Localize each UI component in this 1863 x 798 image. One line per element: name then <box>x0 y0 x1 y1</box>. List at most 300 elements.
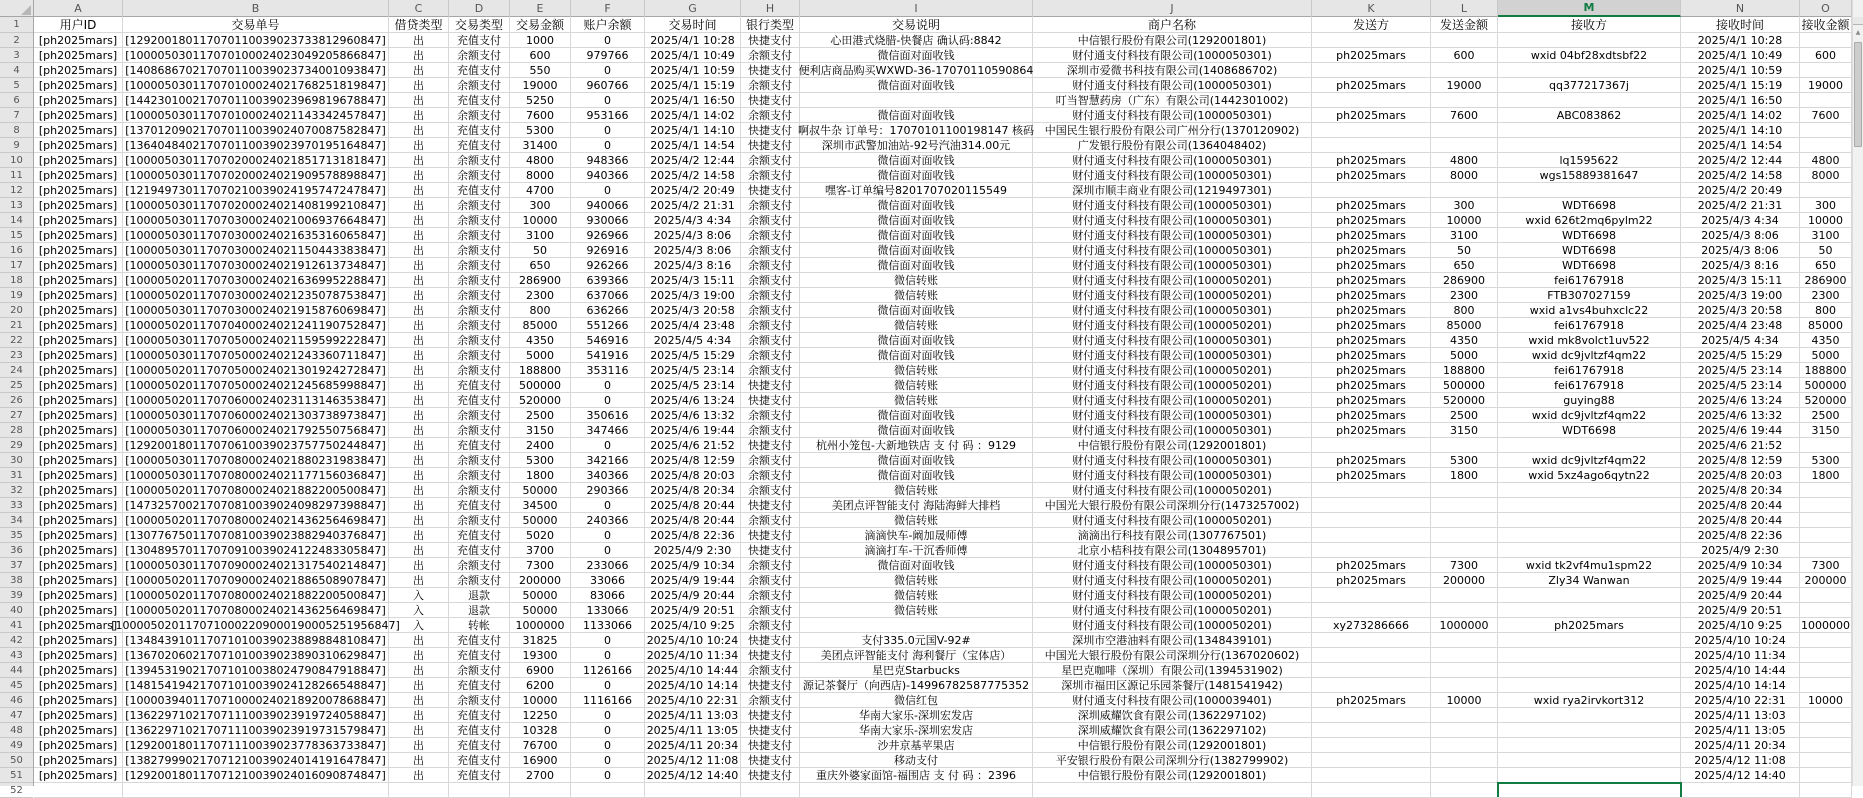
cell-H33[interactable] <box>741 498 800 513</box>
cell-M49[interactable] <box>1498 738 1681 753</box>
cell-A24[interactable] <box>34 363 123 378</box>
cell-A47[interactable] <box>34 708 123 723</box>
cell-E52[interactable] <box>510 783 571 798</box>
cell-J12[interactable] <box>1033 183 1312 198</box>
cell-L34[interactable] <box>1431 513 1498 528</box>
cell-E42[interactable] <box>510 633 571 648</box>
column-header-E[interactable]: E <box>510 0 571 17</box>
cell-J8[interactable] <box>1033 123 1312 138</box>
cell-K25[interactable] <box>1312 378 1431 393</box>
cell-O1[interactable] <box>1800 17 1852 33</box>
vertical-scrollbar[interactable] <box>1852 0 1863 786</box>
cell-G48[interactable] <box>645 723 741 738</box>
cell-D21[interactable] <box>449 318 510 333</box>
cell-J34[interactable] <box>1033 513 1312 528</box>
row-header-51[interactable]: 51 <box>0 768 33 783</box>
cell-I9[interactable] <box>800 138 1033 153</box>
column-header-M[interactable]: M <box>1498 0 1681 17</box>
cell-K45[interactable] <box>1312 678 1431 693</box>
row-header-25[interactable]: 25 <box>0 378 33 393</box>
cell-G18[interactable] <box>645 273 741 288</box>
cell-F4[interactable] <box>571 63 645 78</box>
cell-K13[interactable] <box>1312 198 1431 213</box>
cell-F44[interactable] <box>571 663 645 678</box>
cell-L48[interactable] <box>1431 723 1498 738</box>
cell-E49[interactable] <box>510 738 571 753</box>
cell-E8[interactable] <box>510 123 571 138</box>
cell-M42[interactable] <box>1498 633 1681 648</box>
cell-F2[interactable] <box>571 33 645 48</box>
cell-M34[interactable] <box>1498 513 1681 528</box>
cell-M22[interactable] <box>1498 333 1681 348</box>
cell-J32[interactable] <box>1033 483 1312 498</box>
cell-L14[interactable] <box>1431 213 1498 228</box>
cell-C45[interactable] <box>389 678 449 693</box>
cell-N41[interactable] <box>1681 618 1800 633</box>
row-header-3[interactable]: 3 <box>0 48 33 63</box>
cell-H38[interactable] <box>741 573 800 588</box>
cell-F21[interactable] <box>571 318 645 333</box>
cell-E39[interactable] <box>510 588 571 603</box>
cell-A38[interactable] <box>34 573 123 588</box>
cell-E1[interactable] <box>510 17 571 33</box>
row-header-50[interactable]: 50 <box>0 753 33 768</box>
cell-I37[interactable] <box>800 558 1033 573</box>
cell-B21[interactable] <box>123 318 389 333</box>
cell-M23[interactable] <box>1498 348 1681 363</box>
cell-N3[interactable] <box>1681 48 1800 63</box>
cell-C43[interactable] <box>389 648 449 663</box>
cell-O18[interactable] <box>1800 273 1852 288</box>
cell-F41[interactable] <box>571 618 645 633</box>
cell-A5[interactable] <box>34 78 123 93</box>
cell-B7[interactable] <box>123 108 389 123</box>
cell-K22[interactable] <box>1312 333 1431 348</box>
cell-I49[interactable] <box>800 738 1033 753</box>
cell-K9[interactable] <box>1312 138 1431 153</box>
cell-C37[interactable] <box>389 558 449 573</box>
cell-F27[interactable] <box>571 408 645 423</box>
cell-I31[interactable] <box>800 468 1033 483</box>
cell-K21[interactable] <box>1312 318 1431 333</box>
cell-J30[interactable] <box>1033 453 1312 468</box>
cell-G22[interactable] <box>645 333 741 348</box>
cell-E6[interactable] <box>510 93 571 108</box>
row-header-39[interactable]: 39 <box>0 588 33 603</box>
cell-C18[interactable] <box>389 273 449 288</box>
cell-H9[interactable] <box>741 138 800 153</box>
cell-N46[interactable] <box>1681 693 1800 708</box>
cell-N34[interactable] <box>1681 513 1800 528</box>
cell-D16[interactable] <box>449 243 510 258</box>
column-header-L[interactable]: L <box>1431 0 1498 17</box>
cell-L9[interactable] <box>1431 138 1498 153</box>
cell-A7[interactable] <box>34 108 123 123</box>
cell-A25[interactable] <box>34 378 123 393</box>
cell-H42[interactable] <box>741 633 800 648</box>
cell-K50[interactable] <box>1312 753 1431 768</box>
cell-F45[interactable] <box>571 678 645 693</box>
cell-H51[interactable] <box>741 768 800 783</box>
cell-A26[interactable] <box>34 393 123 408</box>
cell-E21[interactable] <box>510 318 571 333</box>
cell-J2[interactable] <box>1033 33 1312 48</box>
cell-O51[interactable] <box>1800 768 1852 783</box>
cell-F16[interactable] <box>571 243 645 258</box>
cell-I18[interactable] <box>800 273 1033 288</box>
cell-I26[interactable] <box>800 393 1033 408</box>
cell-G21[interactable] <box>645 318 741 333</box>
cell-G46[interactable] <box>645 693 741 708</box>
cell-L13[interactable] <box>1431 198 1498 213</box>
row-header-41[interactable]: 41 <box>0 618 33 633</box>
cell-A37[interactable] <box>34 558 123 573</box>
cell-L19[interactable] <box>1431 288 1498 303</box>
cell-E11[interactable] <box>510 168 571 183</box>
cell-A42[interactable] <box>34 633 123 648</box>
cell-O26[interactable] <box>1800 393 1852 408</box>
cell-E31[interactable] <box>510 468 571 483</box>
cell-F43[interactable] <box>571 648 645 663</box>
cell-C36[interactable] <box>389 543 449 558</box>
column-header-O[interactable]: O <box>1800 0 1852 17</box>
cell-A44[interactable] <box>34 663 123 678</box>
row-header-14[interactable]: 14 <box>0 213 33 228</box>
row-header-23[interactable]: 23 <box>0 348 33 363</box>
cell-K52[interactable] <box>1312 783 1431 798</box>
cell-N52[interactable] <box>1681 783 1800 798</box>
cell-A3[interactable] <box>34 48 123 63</box>
cell-I39[interactable] <box>800 588 1033 603</box>
cell-L8[interactable] <box>1431 123 1498 138</box>
cell-O40[interactable] <box>1800 603 1852 618</box>
cell-C7[interactable] <box>389 108 449 123</box>
cell-H5[interactable] <box>741 78 800 93</box>
cell-L24[interactable] <box>1431 363 1498 378</box>
cell-N9[interactable] <box>1681 138 1800 153</box>
cell-C51[interactable] <box>389 768 449 783</box>
cell-G25[interactable] <box>645 378 741 393</box>
cell-M36[interactable] <box>1498 543 1681 558</box>
cell-N30[interactable] <box>1681 453 1800 468</box>
cell-A45[interactable] <box>34 678 123 693</box>
cell-G24[interactable] <box>645 363 741 378</box>
cell-N51[interactable] <box>1681 768 1800 783</box>
cell-N37[interactable] <box>1681 558 1800 573</box>
row-header-46[interactable]: 46 <box>0 693 33 708</box>
row-header-12[interactable]: 12 <box>0 183 33 198</box>
cell-H39[interactable] <box>741 588 800 603</box>
cell-D29[interactable] <box>449 438 510 453</box>
cell-O22[interactable] <box>1800 333 1852 348</box>
cell-B3[interactable] <box>123 48 389 63</box>
cell-O13[interactable] <box>1800 198 1852 213</box>
cell-H17[interactable] <box>741 258 800 273</box>
cell-H50[interactable] <box>741 753 800 768</box>
cell-H30[interactable] <box>741 453 800 468</box>
cell-M46[interactable] <box>1498 693 1681 708</box>
cell-G47[interactable] <box>645 708 741 723</box>
cell-L28[interactable] <box>1431 423 1498 438</box>
row-header-52[interactable]: 52 <box>0 783 33 798</box>
cell-E35[interactable] <box>510 528 571 543</box>
cell-N13[interactable] <box>1681 198 1800 213</box>
cell-M31[interactable] <box>1498 468 1681 483</box>
cell-J19[interactable] <box>1033 288 1312 303</box>
cell-L39[interactable] <box>1431 588 1498 603</box>
cell-G5[interactable] <box>645 78 741 93</box>
cell-L17[interactable] <box>1431 258 1498 273</box>
column-header-F[interactable]: F <box>571 0 645 17</box>
row-header-4[interactable]: 4 <box>0 63 33 78</box>
cell-D42[interactable] <box>449 633 510 648</box>
cell-B47[interactable] <box>123 708 389 723</box>
cell-J37[interactable] <box>1033 558 1312 573</box>
cell-K44[interactable] <box>1312 663 1431 678</box>
cell-J20[interactable] <box>1033 303 1312 318</box>
cell-F7[interactable] <box>571 108 645 123</box>
cell-M30[interactable] <box>1498 453 1681 468</box>
cell-A14[interactable] <box>34 213 123 228</box>
row-header-11[interactable]: 11 <box>0 168 33 183</box>
cell-J11[interactable] <box>1033 168 1312 183</box>
cell-F12[interactable] <box>571 183 645 198</box>
cell-J38[interactable] <box>1033 573 1312 588</box>
cell-G16[interactable] <box>645 243 741 258</box>
cell-N12[interactable] <box>1681 183 1800 198</box>
cell-G9[interactable] <box>645 138 741 153</box>
cell-D32[interactable] <box>449 483 510 498</box>
cell-D11[interactable] <box>449 168 510 183</box>
cell-E41[interactable] <box>510 618 571 633</box>
cell-M6[interactable] <box>1498 93 1681 108</box>
cell-F33[interactable] <box>571 498 645 513</box>
cell-D14[interactable] <box>449 213 510 228</box>
cell-H11[interactable] <box>741 168 800 183</box>
cell-E15[interactable] <box>510 228 571 243</box>
row-header-31[interactable]: 31 <box>0 468 33 483</box>
cell-L51[interactable] <box>1431 768 1498 783</box>
row-header-5[interactable]: 5 <box>0 78 33 93</box>
cell-C39[interactable] <box>389 588 449 603</box>
cell-M43[interactable] <box>1498 648 1681 663</box>
cell-E13[interactable] <box>510 198 571 213</box>
cell-B5[interactable] <box>123 78 389 93</box>
cell-H2[interactable] <box>741 33 800 48</box>
cell-D35[interactable] <box>449 528 510 543</box>
cell-D40[interactable] <box>449 603 510 618</box>
cell-D5[interactable] <box>449 78 510 93</box>
cell-G35[interactable] <box>645 528 741 543</box>
column-header-B[interactable]: B <box>123 0 389 17</box>
cell-K16[interactable] <box>1312 243 1431 258</box>
cell-I20[interactable] <box>800 303 1033 318</box>
cell-H34[interactable] <box>741 513 800 528</box>
cell-M3[interactable] <box>1498 48 1681 63</box>
cell-M15[interactable] <box>1498 228 1681 243</box>
cell-A15[interactable] <box>34 228 123 243</box>
cell-B30[interactable] <box>123 453 389 468</box>
row-header-24[interactable]: 24 <box>0 363 33 378</box>
cell-J1[interactable] <box>1033 17 1312 33</box>
cell-I43[interactable] <box>800 648 1033 663</box>
cell-L20[interactable] <box>1431 303 1498 318</box>
cell-O50[interactable] <box>1800 753 1852 768</box>
cell-K41[interactable] <box>1312 618 1431 633</box>
cell-M5[interactable] <box>1498 78 1681 93</box>
cell-O29[interactable] <box>1800 438 1852 453</box>
cell-F36[interactable] <box>571 543 645 558</box>
cell-G49[interactable] <box>645 738 741 753</box>
row-header-27[interactable]: 27 <box>0 408 33 423</box>
cell-C47[interactable] <box>389 708 449 723</box>
cell-C40[interactable] <box>389 603 449 618</box>
cell-B22[interactable] <box>123 333 389 348</box>
cell-N24[interactable] <box>1681 363 1800 378</box>
cell-D27[interactable] <box>449 408 510 423</box>
cell-L29[interactable] <box>1431 438 1498 453</box>
cell-I16[interactable] <box>800 243 1033 258</box>
cell-L44[interactable] <box>1431 663 1498 678</box>
cell-J16[interactable] <box>1033 243 1312 258</box>
cell-G10[interactable] <box>645 153 741 168</box>
cell-D24[interactable] <box>449 363 510 378</box>
cell-B45[interactable] <box>123 678 389 693</box>
cell-C4[interactable] <box>389 63 449 78</box>
cell-M7[interactable] <box>1498 108 1681 123</box>
cell-N39[interactable] <box>1681 588 1800 603</box>
cell-N18[interactable] <box>1681 273 1800 288</box>
cell-D23[interactable] <box>449 348 510 363</box>
cell-I19[interactable] <box>800 288 1033 303</box>
cell-J47[interactable] <box>1033 708 1312 723</box>
cell-D37[interactable] <box>449 558 510 573</box>
cell-D2[interactable] <box>449 33 510 48</box>
cell-C6[interactable] <box>389 93 449 108</box>
cell-L21[interactable] <box>1431 318 1498 333</box>
cell-G44[interactable] <box>645 663 741 678</box>
cell-N19[interactable] <box>1681 288 1800 303</box>
cell-O42[interactable] <box>1800 633 1852 648</box>
cell-I40[interactable] <box>800 603 1033 618</box>
cell-M10[interactable] <box>1498 153 1681 168</box>
cell-O14[interactable] <box>1800 213 1852 228</box>
cell-I44[interactable] <box>800 663 1033 678</box>
cell-K4[interactable] <box>1312 63 1431 78</box>
cell-D9[interactable] <box>449 138 510 153</box>
cell-E10[interactable] <box>510 153 571 168</box>
cell-K37[interactable] <box>1312 558 1431 573</box>
cell-K40[interactable] <box>1312 603 1431 618</box>
cell-O5[interactable] <box>1800 78 1852 93</box>
cell-E48[interactable] <box>510 723 571 738</box>
cell-D48[interactable] <box>449 723 510 738</box>
row-header-49[interactable]: 49 <box>0 738 33 753</box>
cell-N45[interactable] <box>1681 678 1800 693</box>
cell-I5[interactable] <box>800 78 1033 93</box>
cell-C20[interactable] <box>389 303 449 318</box>
cell-G1[interactable] <box>645 17 741 33</box>
cell-C3[interactable] <box>389 48 449 63</box>
cell-N4[interactable] <box>1681 63 1800 78</box>
cell-O4[interactable] <box>1800 63 1852 78</box>
cell-M9[interactable] <box>1498 138 1681 153</box>
cell-B4[interactable] <box>123 63 389 78</box>
cell-M32[interactable] <box>1498 483 1681 498</box>
cell-O28[interactable] <box>1800 423 1852 438</box>
cell-I23[interactable] <box>800 348 1033 363</box>
cell-K34[interactable] <box>1312 513 1431 528</box>
cell-E5[interactable] <box>510 78 571 93</box>
cell-K33[interactable] <box>1312 498 1431 513</box>
cell-I22[interactable] <box>800 333 1033 348</box>
cell-L22[interactable] <box>1431 333 1498 348</box>
cell-B19[interactable] <box>123 288 389 303</box>
cell-J43[interactable] <box>1033 648 1312 663</box>
cell-F32[interactable] <box>571 483 645 498</box>
cell-M33[interactable] <box>1498 498 1681 513</box>
split-handle[interactable] <box>1853 17 1863 25</box>
cell-N14[interactable] <box>1681 213 1800 228</box>
cell-C44[interactable] <box>389 663 449 678</box>
cell-H35[interactable] <box>741 528 800 543</box>
cell-H16[interactable] <box>741 243 800 258</box>
cell-K32[interactable] <box>1312 483 1431 498</box>
cell-N16[interactable] <box>1681 243 1800 258</box>
cell-B33[interactable] <box>123 498 389 513</box>
cell-G2[interactable] <box>645 33 741 48</box>
cell-H20[interactable] <box>741 303 800 318</box>
cell-N29[interactable] <box>1681 438 1800 453</box>
cell-J42[interactable] <box>1033 633 1312 648</box>
cell-H32[interactable] <box>741 483 800 498</box>
cell-H14[interactable] <box>741 213 800 228</box>
cell-H1[interactable] <box>741 17 800 33</box>
cell-F42[interactable] <box>571 633 645 648</box>
cell-E45[interactable] <box>510 678 571 693</box>
cell-A10[interactable] <box>34 153 123 168</box>
cell-J23[interactable] <box>1033 348 1312 363</box>
cell-K28[interactable] <box>1312 423 1431 438</box>
cell-D26[interactable] <box>449 393 510 408</box>
cell-B38[interactable] <box>123 573 389 588</box>
cell-O36[interactable] <box>1800 543 1852 558</box>
cell-E34[interactable] <box>510 513 571 528</box>
cell-I28[interactable] <box>800 423 1033 438</box>
cell-K5[interactable] <box>1312 78 1431 93</box>
cell-N7[interactable] <box>1681 108 1800 123</box>
cell-C12[interactable] <box>389 183 449 198</box>
cell-G23[interactable] <box>645 348 741 363</box>
cell-I12[interactable] <box>800 183 1033 198</box>
cell-H28[interactable] <box>741 423 800 438</box>
cell-B13[interactable] <box>123 198 389 213</box>
cell-G19[interactable] <box>645 288 741 303</box>
cell-N36[interactable] <box>1681 543 1800 558</box>
cell-M18[interactable] <box>1498 273 1681 288</box>
cell-C13[interactable] <box>389 198 449 213</box>
cell-M20[interactable] <box>1498 303 1681 318</box>
cell-D10[interactable] <box>449 153 510 168</box>
cell-M40[interactable] <box>1498 603 1681 618</box>
cell-N22[interactable] <box>1681 333 1800 348</box>
cell-F25[interactable] <box>571 378 645 393</box>
cell-C52[interactable] <box>389 783 449 798</box>
cell-A1[interactable] <box>34 17 123 33</box>
cell-O12[interactable] <box>1800 183 1852 198</box>
cell-G43[interactable] <box>645 648 741 663</box>
cell-A23[interactable] <box>34 348 123 363</box>
